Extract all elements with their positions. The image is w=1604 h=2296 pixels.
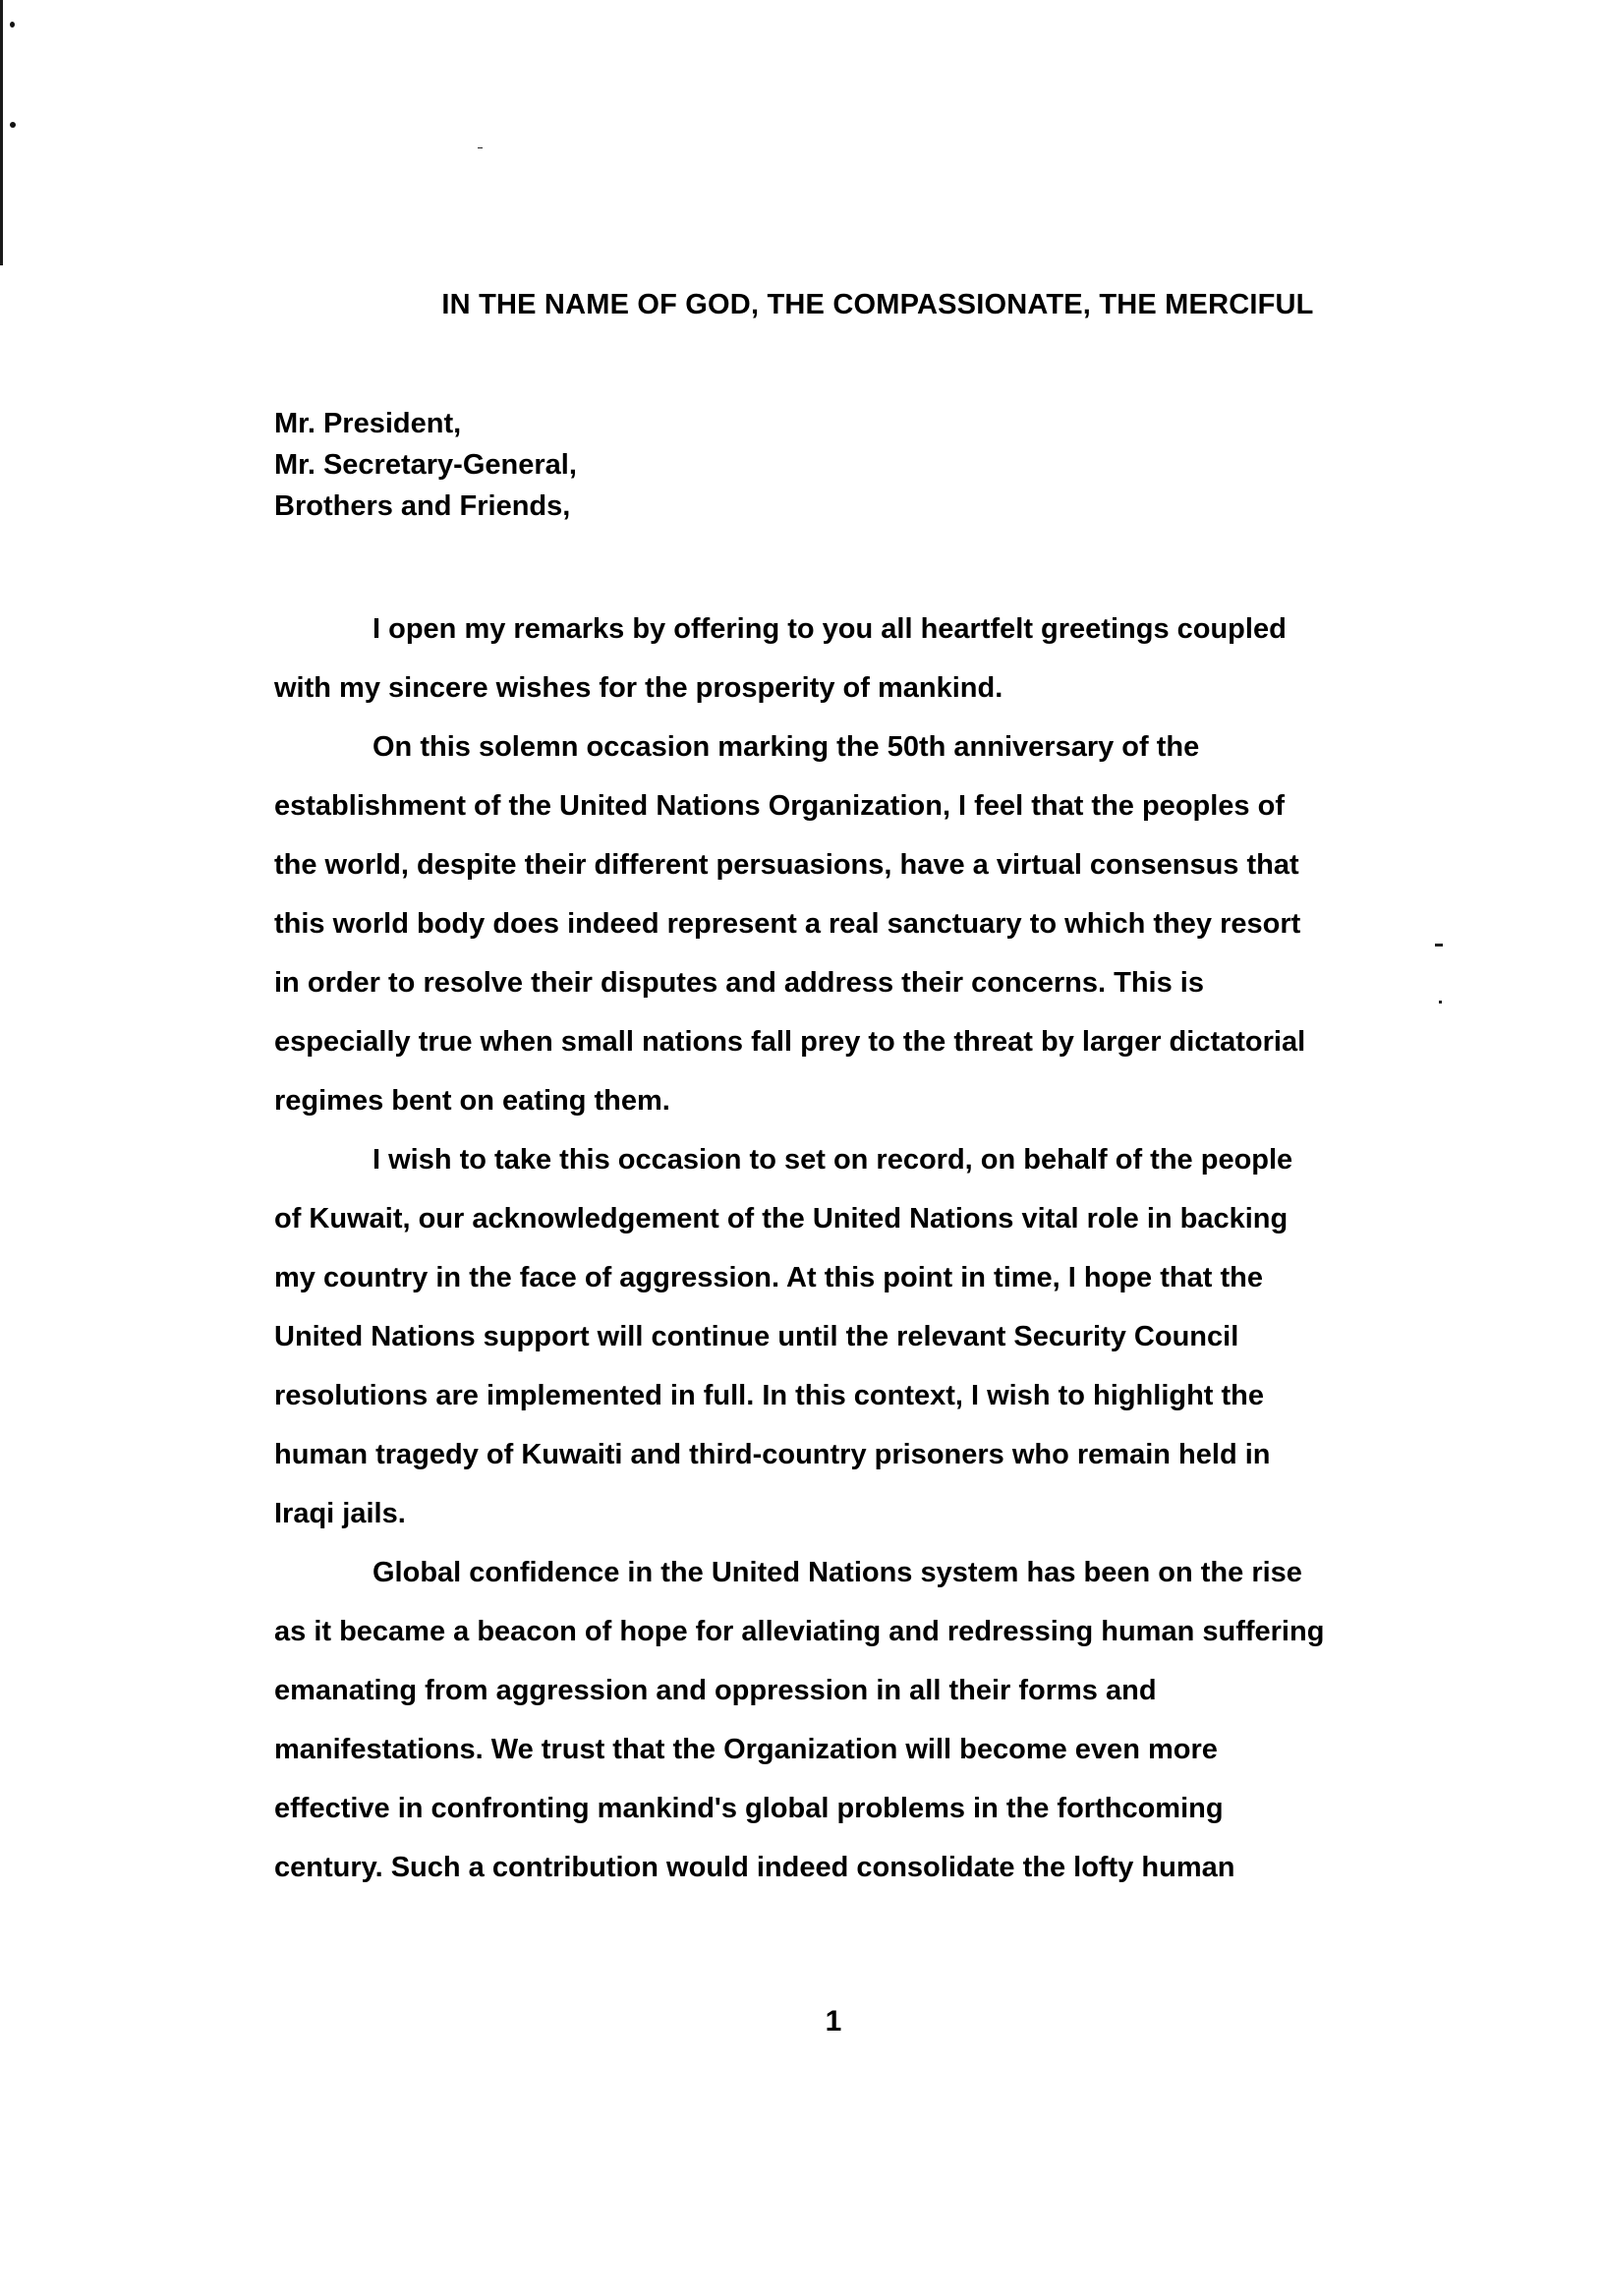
- text-line: especially true when small nations fall prey to the threat by larger dictatorial: [274, 1026, 1306, 1058]
- document-body: [274, 600, 1434, 1897]
- text-line: United Nations support will continue until the relevant Security Council: [274, 1321, 1239, 1352]
- text-line: with my sincere wishes for the prosperity of mankind.: [274, 672, 1003, 704]
- scan-mark: [1435, 944, 1443, 947]
- text-line: effective in confronting mankind's global problems in the forthcoming: [274, 1793, 1224, 1824]
- text-line: manifestations. We trust that the Organization will become even more: [274, 1734, 1218, 1765]
- salutation-block: [274, 403, 577, 527]
- scan-speck: [10, 122, 16, 128]
- text-line: Iraqi jails.: [274, 1498, 406, 1529]
- text-line: I open my remarks by offering to you all heartfelt greetings coupled: [372, 613, 1287, 645]
- salutation-line: Mr. Secretary-General,: [274, 449, 577, 481]
- scan-mark: [478, 147, 483, 148]
- text-line: this world body does indeed represent a real sanctuary to which they resort: [274, 908, 1301, 940]
- paragraph: [274, 1130, 1434, 1543]
- paragraph: [274, 718, 1434, 1130]
- document-heading: [0, 289, 1604, 321]
- page-number-text: 1: [825, 2005, 842, 2038]
- page-number: [0, 2005, 1604, 2038]
- text-line: human tragedy of Kuwaiti and third-country prisoners who remain held in: [274, 1439, 1271, 1470]
- text-line: establishment of the United Nations Organization, I feel that the peoples of: [274, 790, 1285, 822]
- paragraph: [274, 1543, 1434, 1897]
- text-line: I wish to take this occasion to set on record, on behalf of the people: [372, 1144, 1293, 1176]
- scan-speck: [10, 22, 15, 28]
- text-line: the world, despite their different persuasions, have a virtual consensus that: [274, 849, 1299, 881]
- text-line: emanating from aggression and oppression in all their forms and: [274, 1675, 1157, 1706]
- scan-mark: [1439, 1001, 1442, 1004]
- text-line: century. Such a contribution would indeed consolidate the lofty human: [274, 1852, 1235, 1883]
- text-line: as it became a beacon of hope for alleviating and redressing human suffering: [274, 1616, 1325, 1647]
- text-line: regimes bent on eating them.: [274, 1085, 670, 1117]
- text-line: On this solemn occasion marking the 50th anniversary of the: [372, 731, 1200, 763]
- salutation-line: Mr. President,: [274, 408, 462, 439]
- scan-edge-artifact: [0, 0, 3, 265]
- paragraph: [274, 600, 1434, 718]
- heading-text: IN THE NAME OF GOD, THE COMPASSIONATE, THE MERCIFUL: [441, 289, 1314, 320]
- text-line: of Kuwait, our acknowledgement of the United Nations vital role in backing: [274, 1203, 1289, 1234]
- text-line: resolutions are implemented in full. In this context, I wish to highlight the: [274, 1380, 1265, 1411]
- salutation-line: Brothers and Friends,: [274, 490, 571, 522]
- text-line: in order to resolve their disputes and address their concerns. This is: [274, 967, 1204, 999]
- text-line: my country in the face of aggression. At this point in time, I hope that the: [274, 1262, 1263, 1293]
- text-line: Global confidence in the United Nations system has been on the rise: [372, 1557, 1302, 1588]
